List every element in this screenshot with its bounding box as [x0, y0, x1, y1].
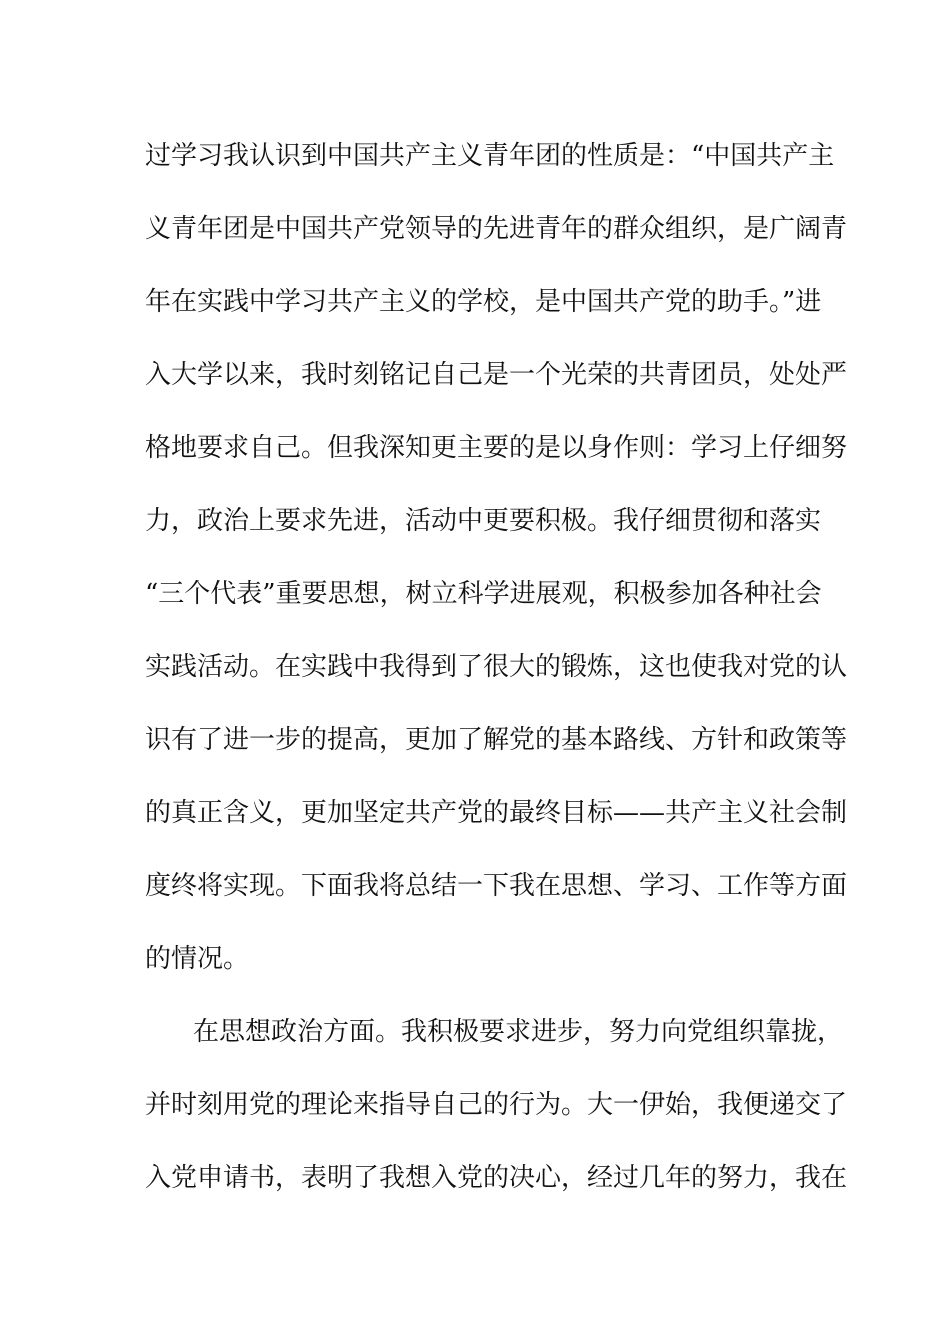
text-line: 格地要求自己。但我深知更主要的是以身作则：学习上仔细努: [145, 433, 848, 463]
text-line: 入大学以来，我时刻铭记自己是一个光荣的共青团员，处处严: [145, 360, 848, 390]
text-line: 度终将实现。下面我将总结一下我在思想、学习、工作等方面: [145, 871, 848, 901]
text-line: 义青年团是中国共产党领导的先进青年的群众组织，是广阔青: [145, 214, 848, 244]
text-line: “三个代表”重要思想，树立科学进展观，积极参加各种社会: [145, 579, 822, 609]
text-line: 实践活动。在实践中我得到了很大的锻炼，这也使我对党的认: [145, 652, 848, 682]
text-line: 并时刻用党的理论来指导自己的行为。大一伊始，我便递交了: [145, 1090, 848, 1120]
text-line: 力，政治上要求先进，活动中更要积极。我仔细贯彻和落实: [145, 506, 822, 536]
text-line: 识有了进一步的提高，更加了解党的基本路线、方针和政策等: [145, 725, 848, 755]
text-line: 入党申请书，表明了我想入党的决心，经过几年的努力，我在: [145, 1163, 848, 1193]
text-line: 的情况。: [145, 944, 250, 974]
body-text: [145, 128, 848, 1223]
text-line: 年在实践中学习共产主义的学校，是中国共产党的助手。”进: [145, 287, 822, 317]
paragraph-start-line: 在思想政治方面。我积极要求进步，努力向党组织靠拢，: [193, 1017, 844, 1047]
text-line: 的真正含义，更加坚定共产党的最终目标——共产主义社会制: [145, 798, 848, 828]
text-line: 过学习我认识到中国共产主义青年团的性质是：“中国共产主: [145, 141, 835, 171]
